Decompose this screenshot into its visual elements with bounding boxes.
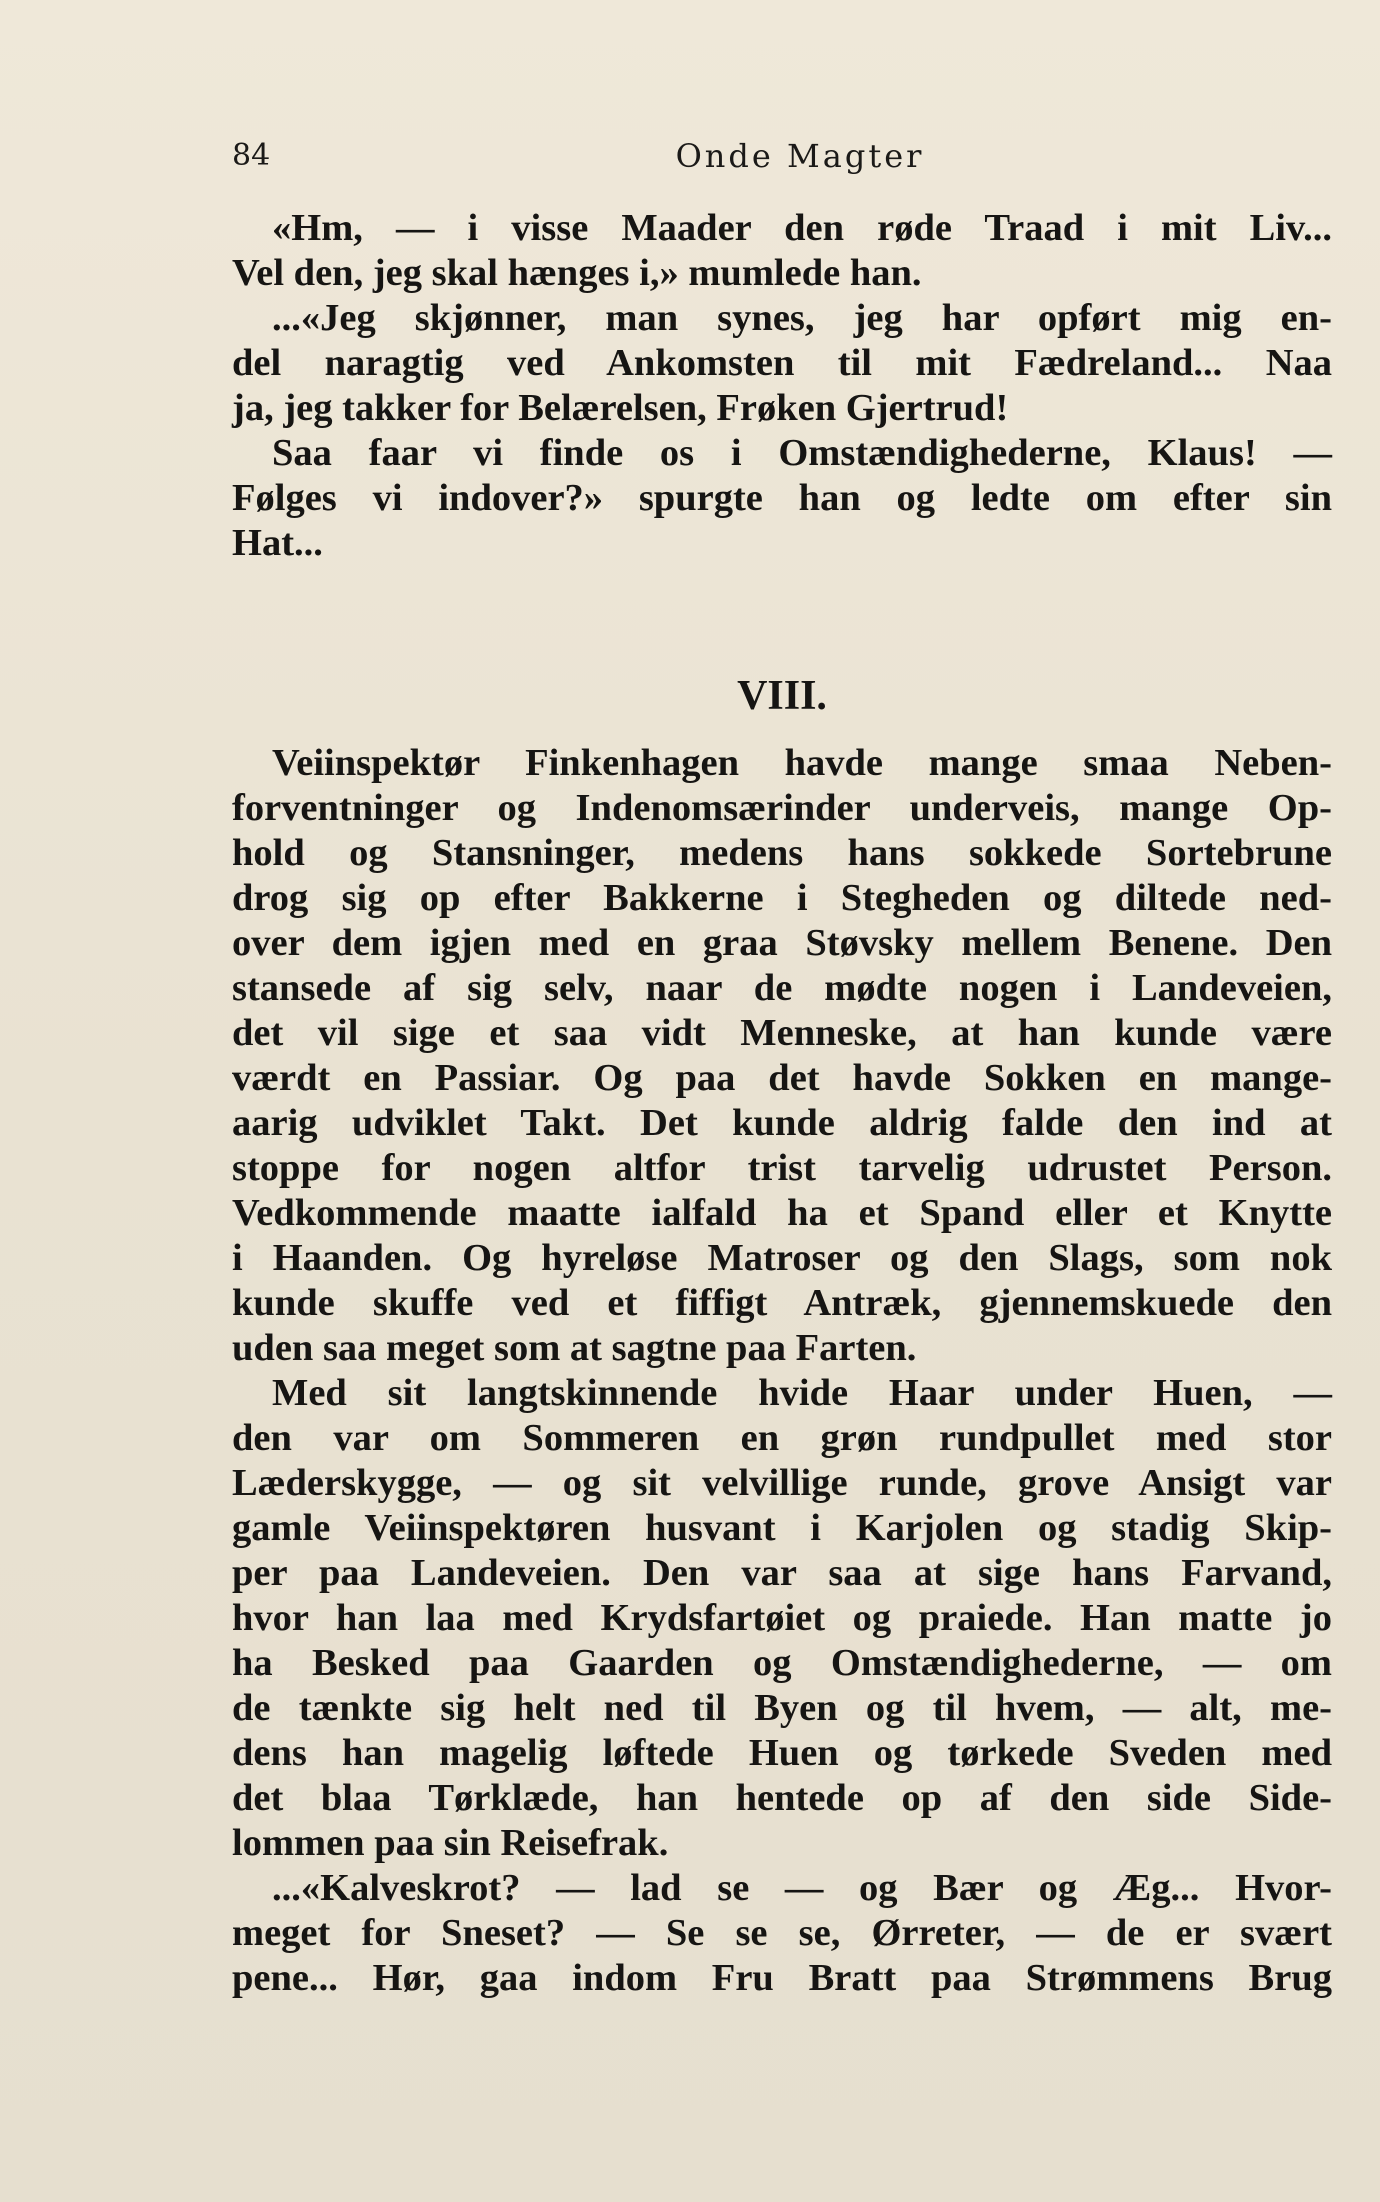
text-line: drog sig op efter Bakkerne i Stegheden og diltede ned- <box>232 877 1332 919</box>
text-line: ha Besked paa Gaarden og Omstændighederne, — om <box>232 1642 1332 1684</box>
text-line: det blaa Tørklæde, han hentede op af den side Side- <box>232 1777 1332 1819</box>
text-line: Med sit langtskinnende hvide Haar under Huen, — <box>272 1372 1332 1414</box>
text-line: «Hm, — i visse Maader den røde Traad i mit Liv... <box>272 207 1332 249</box>
text-line: Følges vi indover?» spurgte han og ledte om efter sin <box>232 477 1332 519</box>
text-line: den var om Sommeren en grøn rundpullet med stor <box>232 1417 1332 1459</box>
text-line: over dem igjen med en graa Støvsky mellem Benene. Den <box>232 922 1332 964</box>
text-line: de tænkte sig helt ned til Byen og til hvem, — alt, me- <box>232 1687 1332 1729</box>
text-line: lommen paa sin Reisefrak. <box>232 1822 669 1864</box>
text-line: del naragtig ved Ankomsten til mit Fædreland... Naa <box>232 342 1332 384</box>
text-line: ...«Kalveskrot? — lad se — og Bær og Æg... Hvor- <box>272 1867 1332 1909</box>
text-line: Vel den, jeg skal hænges i,» mumlede han. <box>232 252 922 294</box>
chapter-heading: VIII. <box>737 673 827 719</box>
page-number: 84 <box>232 138 271 173</box>
text-line: Saa faar vi finde os i Omstændighederne, Klaus! — <box>272 432 1332 474</box>
intro-passage <box>232 206 1332 566</box>
text-line: pene... Hør, gaa indom Fru Bratt paa Strømmens Brug <box>232 1957 1332 1999</box>
text-line: det vil sige et saa vidt Menneske, at han kunde være <box>232 1012 1332 1054</box>
text-line: i Haanden. Og hyreløse Matroser og den Slags, som nok <box>232 1237 1332 1279</box>
text-line: meget for Sneset? — Se se se, Ørreter, — de er svært <box>232 1912 1332 1954</box>
text-line: Læderskygge, — og sit velvillige runde, grove Ansigt var <box>232 1462 1332 1504</box>
text-line: forventninger og Indenomsærinder underveis, mange Op- <box>232 787 1332 829</box>
text-line: ja, jeg takker for Belærelsen, Frøken Gjertrud! <box>232 387 1009 429</box>
chapter-body <box>232 741 1332 2001</box>
text-line: Vedkommende maatte ialfald ha et Spand eller et Knytte <box>232 1192 1332 1234</box>
text-line: værdt en Passiar. Og paa det havde Sokken en mange- <box>232 1057 1332 1099</box>
text-line: kunde skuffe ved et fiffigt Antræk, gjennemskuede den <box>232 1282 1332 1324</box>
running-title: Onde Magter <box>675 137 925 175</box>
text-line: hvor han laa med Krydsfartøiet og praiede. Han matte jo <box>232 1597 1332 1639</box>
text-line: stansede af sig selv, naar de mødte nogen i Landeveien, <box>232 967 1332 1009</box>
text-line: aarig udviklet Takt. Det kunde aldrig falde den ind at <box>232 1102 1332 1144</box>
text-line: dens han magelig løftede Huen og tørkede Sveden med <box>232 1732 1332 1774</box>
text-line: hold og Stansninger, medens hans sokkede Sortebrune <box>232 832 1332 874</box>
text-line: stoppe for nogen altfor trist tarvelig udrustet Person. <box>232 1147 1332 1189</box>
text-line: Hat... <box>232 522 323 564</box>
text-line: uden saa meget som at sagtne paa Farten. <box>232 1327 917 1369</box>
page-header <box>232 128 1332 184</box>
text-line: gamle Veiinspektøren husvant i Karjolen og stadig Skip- <box>232 1507 1332 1549</box>
text-line: ...«Jeg skjønner, man synes, jeg har opført mig en- <box>272 297 1332 339</box>
text-line: Veiinspektør Finkenhagen havde mange smaa Neben- <box>272 742 1332 784</box>
text-line: per paa Landeveien. Den var saa at sige hans Farvand, <box>232 1552 1332 1594</box>
